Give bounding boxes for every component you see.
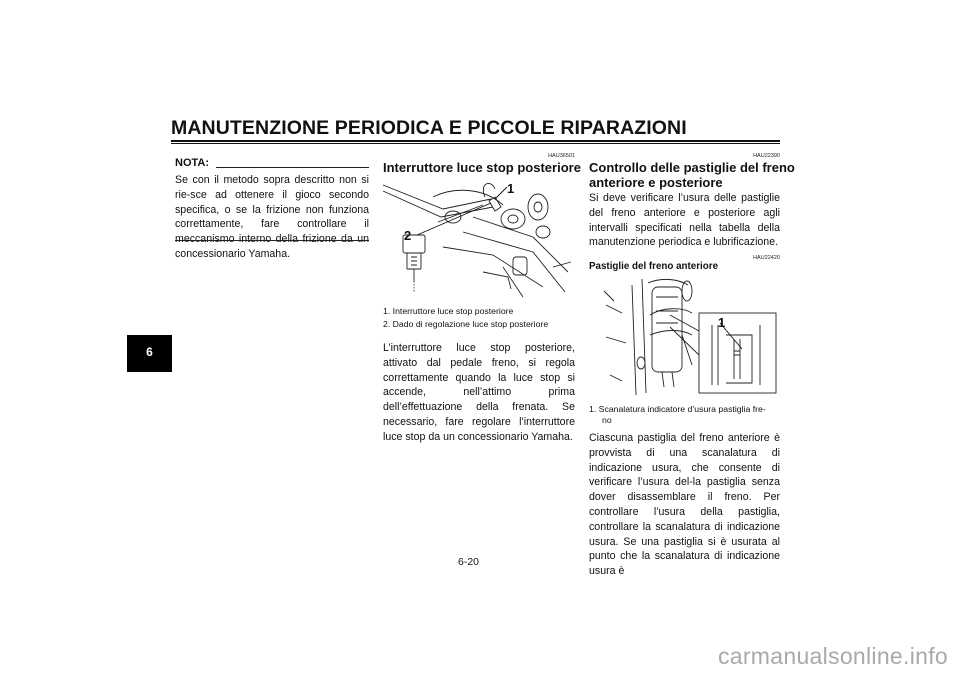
section-code: HAU36501 <box>548 153 575 159</box>
caption-wear-groove: 1. Scanalatura indicatore d’usura pastiglia fre- <box>589 404 766 414</box>
caption-1: 1. Interruttore luce stop posteriore <box>383 306 514 316</box>
callout-1: 1 <box>507 181 515 196</box>
watermark: carmanualsonline.info <box>717 643 948 669</box>
stop-switch-text: L’interruttore luce stop posteriore, attivato dal pedale freno, si regola correttamente quando la luce stop si accende, nell’attimo prima dell’effettuazione della frenata. Se necessario, fare regolare l’interruttore luce stop da un concessionario Yamaha. <box>383 342 575 443</box>
section-code: HAU22390 <box>753 153 780 159</box>
section-heading-brake-pads-line2: anteriore e posteriore <box>589 175 723 190</box>
caption-2: 2. Dado di regolazione luce stop posteriore <box>383 319 549 329</box>
brake-pad-illustration <box>592 275 782 400</box>
title-rule-thin <box>171 143 780 144</box>
nota-end-rule <box>175 240 369 241</box>
section-heading-brake-pads: Controllo delle pastiglie del freno <box>589 160 795 175</box>
section-heading-stop-switch: Interruttore luce stop posteriore <box>383 160 581 175</box>
title-rule <box>171 140 780 142</box>
brake-pads-intro: Si deve verificare l’usura delle pastiglie del freno anteriore e posteriore agli intervalli specificati nella tabella della manutenzione periodica e lubrificazione. <box>589 192 780 249</box>
page-number: 6-20 <box>458 556 480 568</box>
callout-leaders <box>383 177 575 300</box>
page-title: MANUTENZIONE PERIODICA E PICCOLE RIPARAZIONI <box>171 117 687 139</box>
nota-label: NOTA: <box>175 157 210 169</box>
subheading-front-pads: Pastiglie del freno anteriore <box>589 261 719 272</box>
subsection-code: HAU22420 <box>753 255 780 261</box>
chapter-tab: 6 <box>127 335 172 372</box>
brake-pads-text: Ciascuna pastiglia del freno anteriore è provvista di una scanalatura di indicazione usura, che consente di verificare l’usura del-la pastiglia senza dover disassemblare il freno. Per controllare l’usura della pastiglia, controllare la scanalatura di indicazione usura. Se una pastiglia si è usurata al punto che la scanalatura di indicazione usura è <box>589 432 780 578</box>
nota-text: Se con il metodo sopra descritto non si rie-sce ad ottenere il gioco secondo specifica, o se la frizione non funziona correttamente, fare controllare il concessionario Yamaha. <box>175 174 369 260</box>
caption-wear-groove-cont: no <box>602 415 612 425</box>
nota-rule <box>216 167 369 168</box>
callout-1: 1 <box>718 315 726 330</box>
callout-2: 2 <box>404 228 412 243</box>
